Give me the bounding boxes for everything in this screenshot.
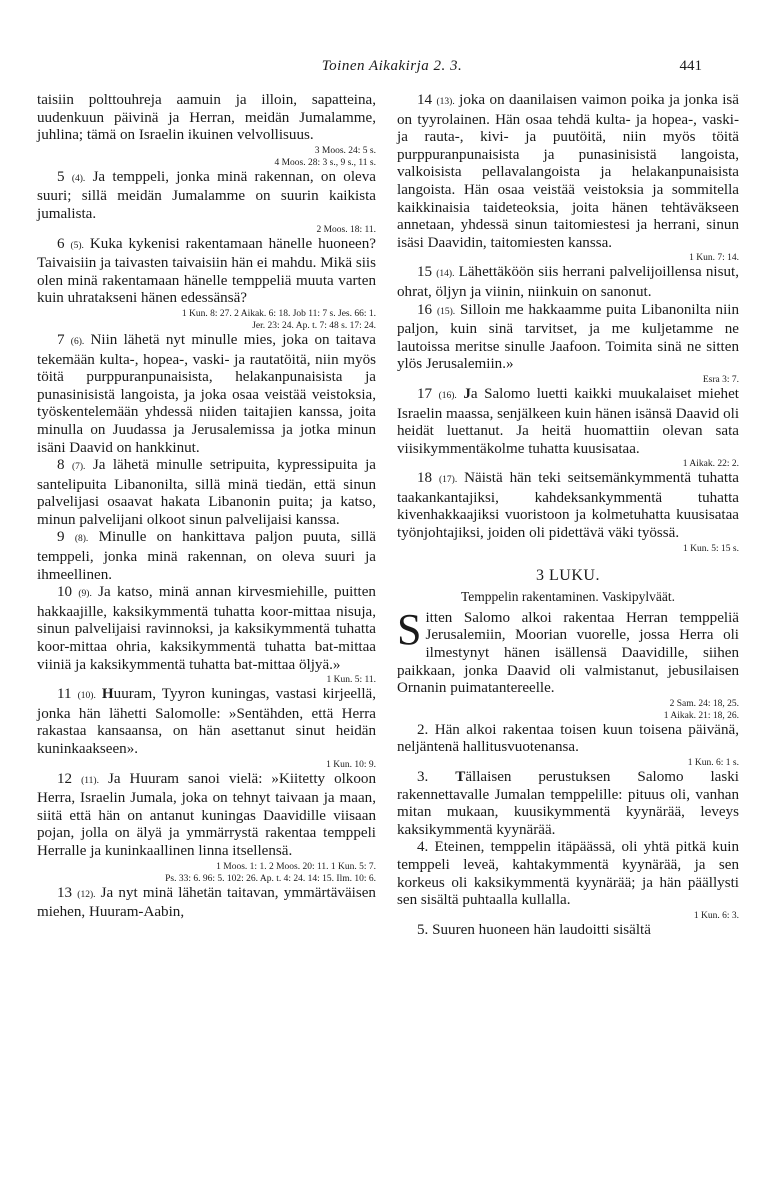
verse-subnumber: (9). — [78, 589, 92, 600]
left-column — [37, 92, 376, 922]
cross-reference: 1 Kun. 5: 11. — [326, 675, 376, 686]
verse-subnumber: (16). — [438, 390, 457, 401]
verse-number: 16 — [417, 301, 433, 318]
page-number: 441 — [679, 58, 702, 74]
verse-16: 16 (15). Silloin me hakkaamme puita Libanonilta niin paljon, kuin sinä tarvitset, ja me kuljetamme ne lautoissa meritse sinulle Jaafoon. Toimita sinä ne sitten ylös Jerusalemiin.» — [397, 301, 740, 373]
cross-reference: 1 Kun. 6: 1 s. — [687, 758, 739, 768]
cross-reference: 1 Kun. 8: 27. 2 Aikak. 6: 18. Job 11: 7 s. Jes. 66: 1. — [181, 308, 376, 319]
chapter-heading: 3 LUKU. — [536, 566, 600, 584]
cross-reference: 1 Aikak. 21: 18, 26. — [663, 710, 739, 721]
cross-reference: Jer. 23: 24. Ap. t. 7: 48 s. 17: 24. — [252, 320, 376, 331]
verse-7: 7 (6). Niin lähetä nyt minulle mies, joka on taitava tekemään kulta-, hopea-, vaski- ja rautatöitä, niin myös töitä purppuranpunaisista, helakanpunaisista ja punasinisistä langoista, ja joka osaa veistää veistoksia, työskentelemään yhdessä niiden taitajien kanssa, joita minulla on Juudassa ja Jerusalemissa ja jotka minun isäni Daavid on hankkinut. — [37, 331, 377, 456]
page-header — [0, 58, 784, 82]
verse-number: 13 — [57, 884, 73, 901]
verse-9: 9 (8). Minulle on hankittava paljon puuta, sillä temppeli, jonka minä rakennan, on oleva suuri ja ihmeellinen. — [37, 529, 376, 583]
verse-number: 10 — [57, 584, 73, 601]
verse-number: 12 — [57, 770, 73, 787]
verse-14: 14 (13). joka on daanilaisen vaimon poika ja jonka isä on tyyrolainen. Hän osaa tehdä kulta- ja hopea-, vaski- ja rauta-, kivi- ja puutöitä, niin myös töitä purppuranpunaisista ja punasinisistä langoista, valkoisista pellavalangoista ja helakanpunaisista langoista. Hän osaa veistää veistoksia ja sommitella kaikkinaisia taideteoksia, joita hänen tehtäväkseen annetaan, yhdessä sinun taitomiestesi ja herrani, sinun isäsi Daavidin, taitomiesten kanssa. — [397, 92, 740, 251]
verse-subnumber: (13). — [436, 97, 455, 107]
verse-number: 8 — [57, 457, 65, 474]
verse-number: 4. — [417, 839, 429, 856]
right-column — [397, 92, 739, 939]
chapter-verse-3: 3. Tällaisen perustuksen Salomo laski rakennettavalle Jumalan temppelille: pituus oli, vanhan mitan mukaan, kuusikymmentä kyynärää, leveys kaksikymmentä kyynärää. — [397, 769, 739, 838]
verse-13: 13 (12). Ja nyt minä lähetän taitavan, ymmärtäväisen miehen, Huuram-Aabin, — [37, 884, 376, 921]
verse-number: 17 — [417, 385, 433, 402]
cross-reference: 2 Sam. 24: 18, 25. — [669, 698, 739, 709]
verse-11: 11 (10). Huuram, Tyyron kuningas, vastasi kirjeellä, jonka hän lähetti Salomolle: »Sentähden, että Herra rakastaa kansaansa, on hän asettanut sinut heidän kuninkaakseen». — [37, 686, 376, 757]
chapter-verse-5: 5. Suuren huoneen hän laudoitti sisältä — [417, 921, 651, 938]
verse-number: 5 — [57, 168, 65, 185]
verse-subnumber: (6). — [70, 336, 85, 347]
chapter-verse-4: 4. Eteinen, temppelin itäpäässä, oli yhtä pitkä kuin temppeli leveä, kahtakymmentä kyynärää, ja sen korkeus oli kaksikymmentä kyynärää; ja hän päällysti sen sisältä puhtaalla kullalla. — [397, 839, 740, 909]
verse-subnumber: (5). — [70, 240, 84, 251]
chapter-verse-1: Sitten Salomo alkoi rakentaa Herran temppeliä Jerusalemiin, Moorian vuorelle, jossa Herra oli ilmestynyt hänen isällensä Daavidille, siihen paikkaan, jonka Daavid oli valmistanut, jebusilaisen Ornanin puimatantereelle. — [397, 604, 739, 697]
verse-subnumber: (4). — [71, 173, 86, 184]
verse-number: 5. — [417, 921, 429, 938]
verse-number: 9 — [57, 529, 65, 546]
verse-12: 12 (11). Ja Huuram sanoi vielä: »Kiitetty olkoon Herra, Israelin Jumala, joka on tehnyt taivaan ja maan, siitä että hän on antanut kuningas Daavidille viisaan pojan, jolla on älyä ja ymmärrystä rakentaa temppeli Herralle ja kuninkaallinen linna itsellensä. — [37, 770, 376, 859]
drop-cap: S — [397, 604, 422, 654]
cross-reference: 1 Kun. 7: 14. — [689, 253, 739, 264]
verse-number: 3. — [417, 769, 429, 785]
cross-reference: 2 Moos. 18: 11. — [316, 224, 376, 235]
chapter-summary: Temppelin rakentaminen. Vaskipylväät. — [461, 589, 675, 605]
verse-number: 11 — [57, 686, 72, 703]
cross-reference: 1 Kun. 5: 15 s. — [683, 543, 739, 554]
verse-18: 18 (17). Näistä hän teki seitsemänkymmentä tuhatta taakankantajiksi, kahdeksankymmentä tuhatta kivenhakkaajiksi vuoristoon ja kolmetuhatta kuusisataa työnjohtajiksi, joiden oli pidettävä väki työssä. — [397, 470, 739, 542]
running-title: Toinen Aikakirja 2. 3. — [321, 58, 463, 74]
bold-initial: J — [463, 385, 471, 402]
cross-reference: 3 Moos. 24: 5 s. — [314, 145, 376, 156]
verse-number: 18 — [417, 470, 433, 487]
verse-subnumber: (7). — [71, 462, 86, 473]
cross-reference: Esra 3: 7. — [702, 374, 739, 385]
chapter-verse-2: 2. Hän alkoi rakentaa toisen kuun toisena päivänä, neljäntenä hallitusvuotenansa. — [397, 721, 740, 756]
cross-reference: 4 Moos. 28: 3 s., 9 s., 11 s. — [274, 157, 376, 168]
verse-subnumber: (12). — [77, 889, 96, 900]
verse-10: 10 (9). Ja katso, minä annan kirvesmiehille, puitten hakkaajille, kaksikymmentä tuhatta koor-mittaa nisuja, sinun palvelijaisi ravinnoksi, ja kaksikymmentä tuhatta koor-mittaa ohria, kaksikymmentä tuhatta bat-mittaa viiniä ja kaksikymmentä tuhatta bat-mittaa öljyä.» — [37, 584, 376, 673]
bold-initial: T — [455, 769, 466, 785]
verse-number: 6 — [57, 235, 65, 252]
verse-8: 8 (7). Ja lähetä minulle setripuita, kypressipuita ja santelipuita Libanonilta, sillä minä tiedän, että sinun palvelijasi osaavat hakata Libanonin puita; ja katso, minun palvelijani olkoot sinun palvelijaisi kanssa. — [37, 457, 376, 528]
verse-subnumber: (14). — [436, 269, 455, 280]
verse-6: 6 (5). Kuka kykenisi rakentamaan hänelle huoneen? Taivaisiin ja taivasten taivaisiin hän ei mahdu. Mikä siis olen minä rakentamaan hänelle temppeliä muuta varten kuin uhratakseni hänen edessänsä? — [37, 235, 376, 307]
cross-reference: 1 Kun. 10: 9. — [326, 759, 376, 770]
verse-number: 2. — [417, 721, 429, 738]
cross-reference: 1 Moos. 1: 1. 2 Moos. 20: 11. 1 Kun. 5: 7. — [216, 861, 376, 872]
verse-subnumber: (10). — [77, 691, 96, 702]
verse-subnumber: (17). — [439, 475, 458, 486]
bold-initial: H — [101, 686, 114, 703]
verse-continuation: taisiin polttouhreja aamuin ja illoin, sapatteina, uudenkuun päivinä ja Herran, meidän Jumalamme, juhlina; tämä on Israelin ikuinen velvollisuus. — [37, 92, 376, 144]
verse-subnumber: (8). — [74, 534, 89, 545]
verse-subnumber: (11). — [81, 775, 99, 786]
cross-reference: Ps. 33: 6. 96: 5. 102: 26. Ap. t. 4: 24. 14: 15. Ilm. 10: 6. — [165, 873, 376, 884]
verse-number: 7 — [57, 331, 65, 348]
verse-17: 17 (16). Ja Salomo luetti kaikki muukalaiset miehet Israelin maassa, senjälkeen kuin hänen isänsä Daavid oli heidät luettanut. Ja heitä huomattiin olevan sata viisikymmentäkolme tuhatta kuusisataa. — [397, 385, 740, 457]
verse-number: 15 — [417, 264, 433, 281]
verse-number: 14 — [417, 92, 433, 108]
verse-15: 15 (14). Lähettäköön siis herrani palvelijoillensa nisut, ohrat, öljyn ja viinin, niinkuin on sanonut. — [397, 264, 739, 300]
cross-reference: 1 Aikak. 22: 2. — [682, 459, 739, 470]
verse-5: 5 (4). Ja temppeli, jonka minä rakennan, on oleva suuri; sillä meidän Jumalamme on suurin kaikista jumalista. — [37, 168, 376, 222]
verse-subnumber: (15). — [436, 306, 456, 317]
cross-reference: 1 Kun. 6: 3. — [693, 910, 739, 921]
